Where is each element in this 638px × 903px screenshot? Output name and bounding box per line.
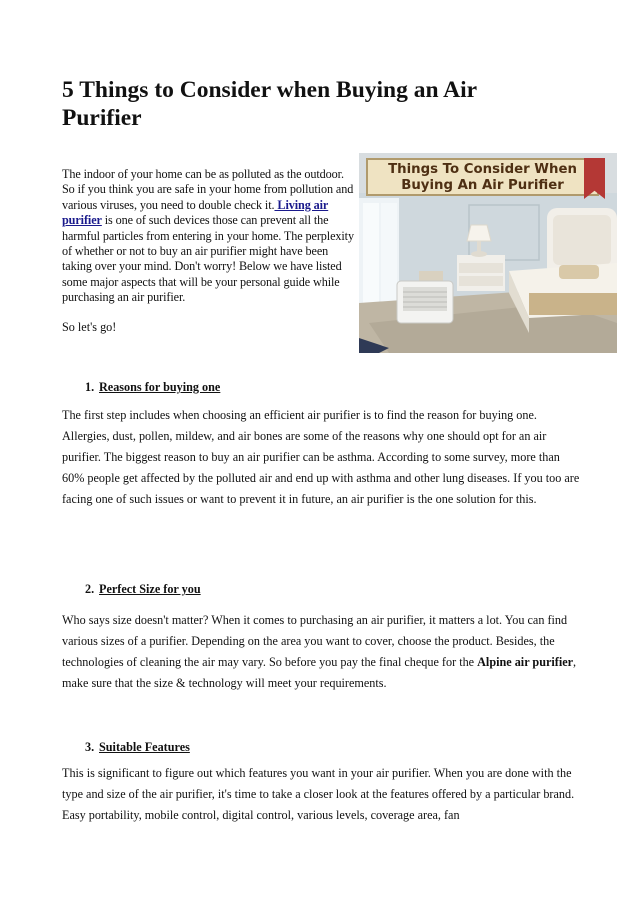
intro-call-to-action: So let's go! [62,320,117,334]
alpine-air-purifier-text: Alpine air purifier [477,654,574,669]
section-body-2 [62,610,582,694]
section-body-2-start: Who says size doesn't matter? When it comes to purchasing an air purifier, it matters a lot. You can find various sizes of a purifier. Depending on the area you want to cover, choose the product. Besides, the technologies of cleaning the air may vary. So before you pay the final cheque for the [62,613,568,669]
section-number-2: 2. [85,582,95,596]
section-body-1: The first step includes when choosing an efficient air purifier is to find the reason for buying one. Allergies, dust, pollen, mildew, and air bones are some of the reasons why one should opt for an air purifier. The biggest reason to buy an air purifier can be asthma. According to some survey, more than 60% people get affected by the polluted air and end up with asthma and other lung diseases. If you too are facing one of such issues or want to prevent it in future, an air purifier is the one solution for this. [62,408,580,506]
hero-banner-line-1: Things To Consider When [388,162,577,177]
intro-paragraph [62,167,354,306]
section-number-1: 1. [85,380,95,394]
intro-text-start: The indoor of your home can be as polluted as the outdoor. So if you think you are safe in your home from pollution and various viruses, you need to double check it. [62,167,354,212]
hero-banner [366,158,599,196]
living-air-purifier-link[interactable]: Living air purifier [62,197,329,228]
section-title-1: Reasons for buying one [99,380,221,394]
section-title-3: Suitable Features [99,740,190,754]
intro-text-end: is one of such devices those can prevent all the harmful particles from entering in your home. The perplexity of whether or not to buy an air purifier might have been taking over your mind. Don't worry! Below we have listed some major aspects that will be your personal guide while purchasing an air purifier. [62,213,354,305]
hero-image [359,153,617,353]
hero-banner-line-2: Buying An Air Purifier [401,177,564,193]
page-title: 5 Things to Consider when Buying an Air Purifier [62,77,477,131]
section-body-2-end: , make sure that the size & technology will meet your requirements. [62,654,577,690]
section-number-3: 3. [85,740,95,754]
section-title-2: Perfect Size for you [99,582,201,596]
section-body-3: This is significant to figure out which features you want in your air purifier. When you are done with the type and size of the air purifier, it's time to take a closer look at the features offered by a particular brand. Easy portability, mobile control, digital control, various levels, coverage area, fan [62,766,575,822]
